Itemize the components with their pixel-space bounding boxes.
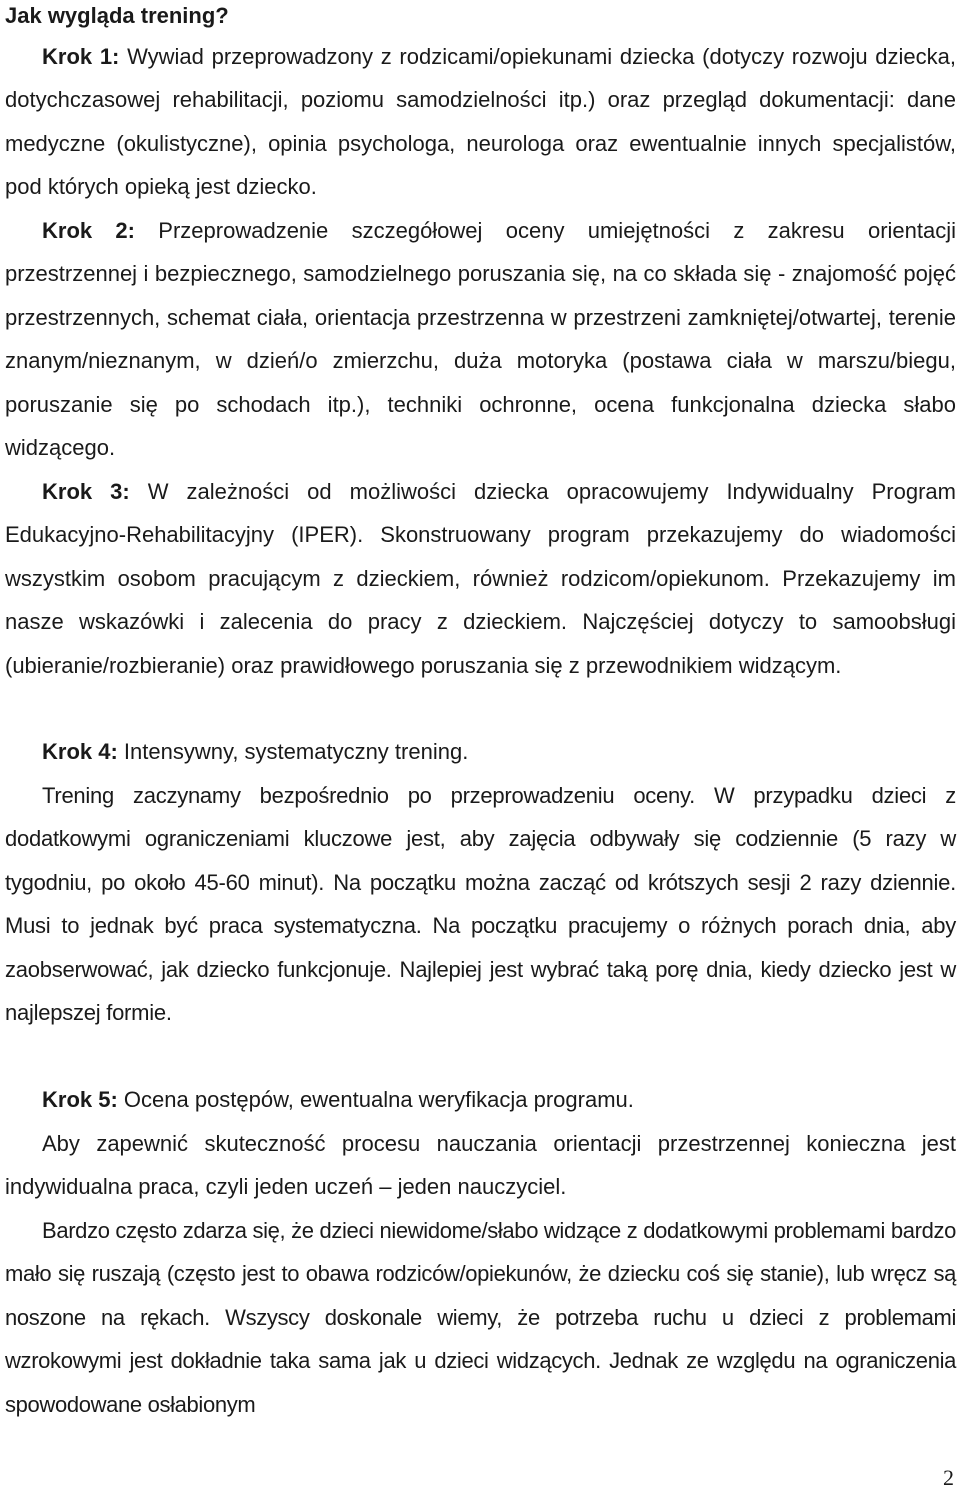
step-1-label: Krok 1: [42, 44, 120, 69]
step-3-text: W zależności od możliwości dziecka opracowujemy Indywidualny Program Edukacyjno-Rehabilitacyjny (IPER). Skonstruowany program przekazujemy do wiadomości wszystkim osobom pracującym z dzieckiem, również rodzicom/opiekunom. Przekazujemy im nasze wskazówki i zalecenia do pracy z dzieckiem. Najczęściej dotyczy to samoobsługi (ubieranie/rozbieranie) oraz prawidłowego poruszania się z przewodnikiem widzącym. [5, 479, 956, 678]
step-1-text: Wywiad przeprowadzony z rodzicami/opiekunami dziecka (dotyczy rozwoju dziecka, dotychczasowej rehabilitacji, poziomu samodzielności itp.) oraz przegląd dokumentacji: dane medyczne (okulistyczne), opinia psychologa, neurologa oraz ewentualnie innych specjalistów, pod których opieką jest dziecko. [5, 44, 957, 200]
training-paragraph: Trening zaczynamy bezpośrednio po przeprowadzeniu oceny. W przypadku dzieci z dodatkowymi ograniczeniami kluczowe jest, aby zajęcia odbywały się codziennie (5 razy w tygodniu, po około 45-60 minut). Na początku można zacząć od krótszych sesji 2 razy dziennie. Musi to jednak być praca systematyczna. Na początku pracujemy o różnych porach dnia, aby zaobserwować, jak dziecko funkcjonuje. Najlepiej jest wybrać taką porę dnia, kiedy dziecko jest w najlepszej formie. [5, 783, 956, 1026]
step-3-label: Krok 3: [42, 479, 130, 504]
step-2-label: Krok 2: [42, 218, 135, 243]
step-5-paragraph [5, 1078, 956, 1121]
step-1-paragraph [5, 35, 956, 209]
step-4-label: Krok 4: [42, 739, 118, 764]
step-3-paragraph [5, 470, 956, 687]
step-2-text: Przeprowadzenie szczegółowej oceny umiejętności z zakresu orientacji przestrzennej i bezpiecznego, samodzielnego poruszania się, na co składa się - znajomość pojęć przestrzennych, schemat ciała, orientacja przestrzenna w przestrzeni zamkniętej/otwartej, terenie znanym/nieznanym, w dzień/o zmierzchu, duża motoryka (postawa ciała w marszu/biegu, poruszanie się po schodach itp.), techniki ochronne, ocena funkcjonalna dziecka słabo widzącego. [5, 218, 957, 461]
movement-paragraph: Bardzo często zdarza się, że dzieci niewidome/słabo widzące z dodatkowymi problemami bardzo mało się ruszają (często jest to obawa rodziców/opiekunów, że dziecku coś się stanie), lub wręcz są noszone na rękach. Wszyscy doskonale wiemy, że potrzeba ruchu u dzieci z problemami wzrokowymi jest dokładnie taka sama jak u dzieci widzących. Jednak ze względu na ograniczenia spowodowane osłabionym [5, 1218, 956, 1417]
step-2-paragraph [5, 209, 956, 469]
page-number: 2 [943, 1465, 954, 1490]
individual-work-paragraph: Aby zapewnić skuteczność procesu nauczania orientacji przestrzennej konieczna jest indywidualna praca, czyli jeden uczeń – jeden nauczyciel. [5, 1131, 956, 1200]
section-heading: Jak wygląda trening? [5, 3, 229, 28]
step-5-label: Krok 5: [42, 1087, 118, 1112]
step-4-text: Intensywny, systematyczny trening. [117, 739, 469, 764]
step-4-paragraph [5, 730, 956, 773]
step-5-text: Ocena postępów, ewentualna weryfikacja programu. [117, 1087, 634, 1112]
